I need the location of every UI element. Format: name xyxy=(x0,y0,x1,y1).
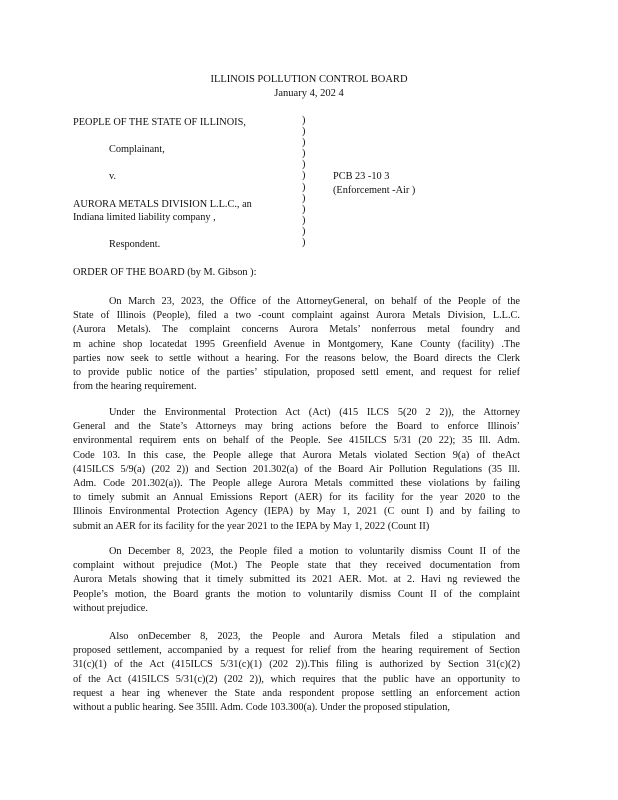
plaintiff-name: PEOPLE OF THE STATE OF ILLINOIS, xyxy=(73,117,246,128)
paragraph-line: Under the Environmental Protection Act (Act) (415 ILCS 5(20 2 2)), the Attorney xyxy=(109,407,520,418)
complainant-label: Complainant, xyxy=(109,144,165,155)
paragraph-line: environmental requirem ents on behalf of the People. See 415ILCS 5/31 (20 22); 35 Ill. Adm. xyxy=(73,435,520,447)
paragraph-line: m achine shop locatedat 1995 Greenfield Avenue in Montgomery, Kane County (facility) .The xyxy=(73,338,520,350)
caption-bracket-mark: ) xyxy=(302,170,306,182)
paragraph-line: submit an AER for its facility for the year 2021 to the IEPA by May 1, 2022 (Count II) xyxy=(73,520,430,532)
board-name: ILLINOIS POLLUTION CONTROL BOARD xyxy=(210,74,408,85)
caption-bracket-mark: ) xyxy=(302,203,306,215)
paragraph-line: Code 103. In this case, the People allege that Aurora Metals violated Section 9(a) of theAct xyxy=(73,449,520,461)
paragraph-line: State of Illinois (People), filed a two -count complaint against Aurora Metals Division, L.L.C. xyxy=(73,310,520,322)
paragraph-line: 31(c)(1) of the Act (415ILCS 5/31(c)(1) (202 2)).This filing is authorized by Section 31(c)(2) xyxy=(73,659,520,671)
versus-label: v. xyxy=(109,171,117,182)
caption-bracket-mark: ) xyxy=(302,115,306,126)
paragraph-line: General and the State’s Attorneys may bring actions before the Board to enforce Illinois’ xyxy=(73,421,520,433)
paragraph-line: People’s motion, the Board grants the motion to voluntarily dismiss Count II of the complaint xyxy=(73,588,520,600)
caption-bracket-mark: ) xyxy=(302,192,306,204)
caption-bracket-mark: ) xyxy=(302,137,306,149)
paragraph-line: complaint without prejudice (Mot.) The People state that they received documentation from xyxy=(73,560,520,572)
case-number: PCB 23 -10 3 xyxy=(333,171,390,182)
caption-bracket-mark: ) xyxy=(302,181,306,193)
paragraph-line: On March 23, 2023, the Office of the AttorneyGeneral, on behalf of the People of the xyxy=(109,296,520,307)
respondent-label: Respondent. xyxy=(109,239,161,250)
caption-bracket xyxy=(302,115,305,248)
order-date: January 4, 202 4 xyxy=(274,88,344,99)
paragraph-line: of the Act (415ILCS 5/31(c)(2) (202 2)), which requires that the public have an opportunity to xyxy=(73,673,520,685)
paragraph-line: On December 8, 2023, the People filed a motion to voluntarily dismiss Count II of the xyxy=(109,546,520,557)
paragraph-line: without prejudice. xyxy=(73,602,148,614)
paragraph-line: without a public hearing. See 35Ill. Adm. Code 103.300(a). Under the proposed stipulation, xyxy=(73,702,450,713)
paragraph-line: (Aurora Metals). The complaint concerns Aurora Metals’ nonferrous metal foundry and xyxy=(73,324,520,336)
caption-bracket-mark: ) xyxy=(302,148,306,160)
paragraph-line: proposed settlement, accompanied by a request for relief from the hearing requirement of Section xyxy=(73,645,520,657)
paragraph-line: Also onDecember 8, 2023, the People and Aurora Metals filed a stipulation and xyxy=(109,631,520,642)
defendant-name-line1: AURORA METALS DIVISION L.L.C., an xyxy=(73,199,252,210)
paragraph-line: from the hearing requirement. xyxy=(73,381,197,393)
case-type: (Enforcement -Air ) xyxy=(333,185,416,196)
paragraph-line: Aurora Metals showing that it timely submitted its 2021 AER. Mot. at 2. Havi ng reviewed the xyxy=(73,574,520,586)
paragraph-line: to timely submit an Annual Emissions Report (AER) for its facility for the year 2020 to the xyxy=(73,492,520,504)
paragraph-line: request a hear ing whenever the State anda respondent propose settling an enforcement action xyxy=(73,687,520,699)
order-heading: ORDER OF THE BOARD (by M. Gibson ): xyxy=(73,267,257,278)
paragraph-line: Adm. Code 201.302(a)). The People allege Aurora Metals committed these violations by failing xyxy=(73,478,520,489)
caption-bracket-mark: ) xyxy=(302,225,306,237)
caption-bracket-mark: ) xyxy=(302,126,306,138)
caption-bracket-mark: ) xyxy=(302,237,306,249)
caption-bracket-mark: ) xyxy=(302,214,306,226)
paragraph-line: (415ILCS 5/9(a) (202 2)) and Section 201.302(a) of the Board Air Pollution Regulations (35 Ill. xyxy=(73,463,520,475)
paragraph-line: to provide public notice of the parties’ stipulation, proposed settl ement, and request for relief xyxy=(73,367,520,378)
defendant-name-line2: Indiana limited liability company , xyxy=(73,212,216,223)
paragraph-line: Illinois Environmental Protection Agency (IEPA) by May 1, 2021 (C ount I) and by failing to xyxy=(73,506,520,518)
paragraph-line: parties now seek to settle without a hearing. For the reasons below, the Board directs the Clerk xyxy=(73,352,520,364)
caption-bracket-mark: ) xyxy=(302,159,306,171)
